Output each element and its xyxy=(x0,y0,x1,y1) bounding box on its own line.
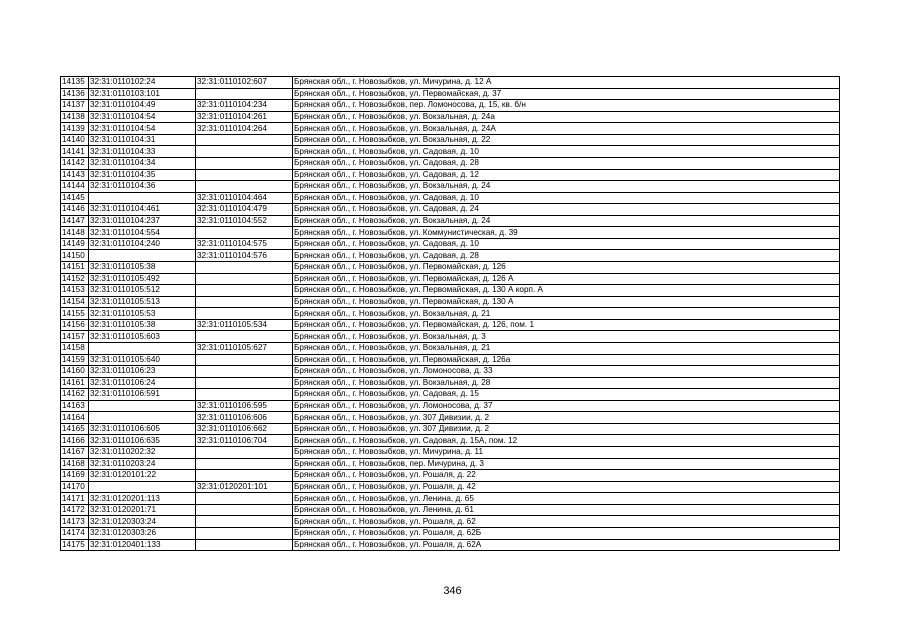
cadastral-number-cell: 32:31:0110105:38 xyxy=(89,262,196,274)
table-row xyxy=(61,493,840,505)
address-cell: Брянская обл., г. Новозыбков, ул. Первомайская, д. 126, пом. 1 xyxy=(293,319,840,331)
new-cadastral-number-cell xyxy=(196,527,293,539)
address-cell: Брянская обл., г. Новозыбков, ул. Первомайская, д. 126а xyxy=(293,354,840,366)
new-cadastral-number-cell: 32:31:0110102:607 xyxy=(196,77,293,89)
cadastral-number-cell: 32:31:0110106:24 xyxy=(89,377,196,389)
address-cell: Брянская обл., г. Новозыбков, ул. Рошаля, д. 22 xyxy=(293,470,840,482)
cadastral-number-cell: 32:31:0110105:603 xyxy=(89,331,196,343)
address-cell: Брянская обл., г. Новозыбков, ул. Рошаля, д. 62Б xyxy=(293,527,840,539)
new-cadastral-number-cell xyxy=(196,458,293,470)
cadastral-number-cell xyxy=(89,192,196,204)
table-row xyxy=(61,412,840,424)
cadastral-number-cell: 32:31:0110104:237 xyxy=(89,215,196,227)
cadastral-number-cell: 32:31:0110105:492 xyxy=(89,273,196,285)
address-cell: Брянская обл., г. Новозыбков, ул. Первомайская, д. 126 А xyxy=(293,273,840,285)
new-cadastral-number-cell: 32:31:0110104:575 xyxy=(196,238,293,250)
cadastral-number-cell: 32:31:0110104:49 xyxy=(89,100,196,112)
table-row xyxy=(61,389,840,401)
table-row xyxy=(61,192,840,204)
row-number-cell: 14141 xyxy=(61,146,89,158)
row-number-cell: 14169 xyxy=(61,470,89,482)
row-number-cell: 14154 xyxy=(61,296,89,308)
table-row xyxy=(61,204,840,216)
table-row xyxy=(61,100,840,112)
cadastral-number-cell xyxy=(89,412,196,424)
new-cadastral-number-cell: 32:31:0110106:606 xyxy=(196,412,293,424)
row-number-cell: 14170 xyxy=(61,481,89,493)
table-row xyxy=(61,250,840,262)
new-cadastral-number-cell: 32:31:0110104:464 xyxy=(196,192,293,204)
address-cell: Брянская обл., г. Новозыбков, ул. Садовая, д. 24 xyxy=(293,204,840,216)
row-number-cell: 14172 xyxy=(61,504,89,516)
new-cadastral-number-cell xyxy=(196,157,293,169)
cadastral-number-cell: 32:31:0110105:38 xyxy=(89,319,196,331)
table-row xyxy=(61,77,840,89)
row-number-cell: 14145 xyxy=(61,192,89,204)
row-number-cell: 14152 xyxy=(61,273,89,285)
row-number-cell: 14165 xyxy=(61,423,89,435)
address-cell: Брянская обл., г. Новозыбков, ул. Рошаля, д. 62А xyxy=(293,539,840,551)
address-cell: Брянская обл., г. Новозыбков, ул. Первомайская, д. 37 xyxy=(293,88,840,100)
address-cell: Брянская обл., г. Новозыбков, ул. Садовая, д. 15 xyxy=(293,389,840,401)
cadastral-number-cell: 32:31:0110104:36 xyxy=(89,181,196,193)
new-cadastral-number-cell: 32:31:0110105:627 xyxy=(196,342,293,354)
address-cell: Брянская обл., г. Новозыбков, ул. Вокзальная, д. 21 xyxy=(293,342,840,354)
cadastral-number-cell: 32:31:0120201:113 xyxy=(89,493,196,505)
table-row xyxy=(61,123,840,135)
new-cadastral-number-cell xyxy=(196,146,293,158)
cadastral-number-cell: 32:31:0110103:101 xyxy=(89,88,196,100)
new-cadastral-number-cell: 32:31:0110104:479 xyxy=(196,204,293,216)
new-cadastral-number-cell: 32:31:0110104:234 xyxy=(196,100,293,112)
row-number-cell: 14160 xyxy=(61,366,89,378)
cadastral-number-cell xyxy=(89,481,196,493)
table-row xyxy=(61,262,840,274)
table-row xyxy=(61,504,840,516)
row-number-cell: 14148 xyxy=(61,227,89,239)
new-cadastral-number-cell: 32:31:0110104:264 xyxy=(196,123,293,135)
cadastral-number-cell xyxy=(89,342,196,354)
address-cell: Брянская обл., г. Новозыбков, ул. Вокзальная, д. 21 xyxy=(293,308,840,320)
row-number-cell: 14168 xyxy=(61,458,89,470)
row-number-cell: 14144 xyxy=(61,181,89,193)
records-table xyxy=(60,76,840,551)
address-cell: Брянская обл., г. Новозыбков, ул. Ленина, д. 61 xyxy=(293,504,840,516)
table-row xyxy=(61,366,840,378)
row-number-cell: 14173 xyxy=(61,516,89,528)
row-number-cell: 14142 xyxy=(61,157,89,169)
cadastral-number-cell: 32:31:0110106:23 xyxy=(89,366,196,378)
new-cadastral-number-cell xyxy=(196,273,293,285)
row-number-cell: 14147 xyxy=(61,215,89,227)
address-cell: Брянская обл., г. Новозыбков, ул. Вокзальная, д. 24 xyxy=(293,181,840,193)
page-number: 346 xyxy=(443,585,462,597)
address-cell: Брянская обл., г. Новозыбков, ул. 307 Дивизии, д. 2 xyxy=(293,412,840,424)
cadastral-number-cell: 32:31:0110106:635 xyxy=(89,435,196,447)
row-number-cell: 14175 xyxy=(61,539,89,551)
table-row xyxy=(61,215,840,227)
new-cadastral-number-cell xyxy=(196,308,293,320)
cadastral-number-cell: 32:31:0110104:35 xyxy=(89,169,196,181)
new-cadastral-number-cell xyxy=(196,169,293,181)
address-cell: Брянская обл., г. Новозыбков, ул. Вокзальная, д. 24 xyxy=(293,215,840,227)
table-row xyxy=(61,238,840,250)
cadastral-number-cell: 32:31:0110106:591 xyxy=(89,389,196,401)
records-table-body xyxy=(61,77,840,551)
new-cadastral-number-cell: 32:31:0120201:101 xyxy=(196,481,293,493)
address-cell: Брянская обл., г. Новозыбков, ул. 307 Дивизии, д. 2 xyxy=(293,423,840,435)
new-cadastral-number-cell xyxy=(196,377,293,389)
new-cadastral-number-cell xyxy=(196,296,293,308)
address-cell: Брянская обл., г. Новозыбков, ул. Садовая, д. 10 xyxy=(293,192,840,204)
cadastral-number-cell: 32:31:0120201:71 xyxy=(89,504,196,516)
table-row xyxy=(61,181,840,193)
row-number-cell: 14161 xyxy=(61,377,89,389)
row-number-cell: 14135 xyxy=(61,77,89,89)
address-cell: Брянская обл., г. Новозыбков, ул. Ломоносова, д. 33 xyxy=(293,366,840,378)
new-cadastral-number-cell xyxy=(196,227,293,239)
cadastral-number-cell: 32:31:0110104:33 xyxy=(89,146,196,158)
table-row xyxy=(61,308,840,320)
row-number-cell: 14136 xyxy=(61,88,89,100)
table-row xyxy=(61,157,840,169)
address-cell: Брянская обл., г. Новозыбков, пер. Ломоносова, д. 15, кв. б/н xyxy=(293,100,840,112)
new-cadastral-number-cell: 32:31:0110106:595 xyxy=(196,400,293,412)
row-number-cell: 14155 xyxy=(61,308,89,320)
row-number-cell: 14167 xyxy=(61,447,89,459)
table-row xyxy=(61,435,840,447)
cadastral-number-cell xyxy=(89,250,196,262)
row-number-cell: 14149 xyxy=(61,238,89,250)
new-cadastral-number-cell xyxy=(196,389,293,401)
row-number-cell: 14157 xyxy=(61,331,89,343)
cadastral-number-cell xyxy=(89,400,196,412)
table-row xyxy=(61,146,840,158)
new-cadastral-number-cell xyxy=(196,447,293,459)
row-number-cell: 14156 xyxy=(61,319,89,331)
table-row xyxy=(61,111,840,123)
address-cell: Брянская обл., г. Новозыбков, ул. Мичурина, д. 12 А xyxy=(293,77,840,89)
address-cell: Брянская обл., г. Новозыбков, ул. Вокзальная, д. 24а xyxy=(293,111,840,123)
address-cell: Брянская обл., г. Новозыбков, ул. Вокзальная, д. 3 xyxy=(293,331,840,343)
new-cadastral-number-cell xyxy=(196,366,293,378)
address-cell: Брянская обл., г. Новозыбков, ул. Садовая, д. 10 xyxy=(293,146,840,158)
row-number-cell: 14150 xyxy=(61,250,89,262)
address-cell: Брянская обл., г. Новозыбков, ул. Вокзальная, д. 28 xyxy=(293,377,840,389)
address-cell: Брянская обл., г. Новозыбков, ул. Коммунистическая, д. 39 xyxy=(293,227,840,239)
table-row xyxy=(61,481,840,493)
address-cell: Брянская обл., г. Новозыбков, ул. Рошаля, д. 62 xyxy=(293,516,840,528)
new-cadastral-number-cell xyxy=(196,285,293,297)
address-cell: Брянская обл., г. Новозыбков, ул. Вокзальная, д. 24А xyxy=(293,123,840,135)
new-cadastral-number-cell: 32:31:0110106:662 xyxy=(196,423,293,435)
row-number-cell: 14164 xyxy=(61,412,89,424)
cadastral-number-cell: 32:31:0110203:24 xyxy=(89,458,196,470)
row-number-cell: 14163 xyxy=(61,400,89,412)
table-row xyxy=(61,227,840,239)
new-cadastral-number-cell xyxy=(196,354,293,366)
table-row xyxy=(61,134,840,146)
address-cell: Брянская обл., г. Новозыбков, ул. Мичурина, д. 11 xyxy=(293,447,840,459)
row-number-cell: 14139 xyxy=(61,123,89,135)
cadastral-number-cell: 32:31:0110202:32 xyxy=(89,447,196,459)
address-cell: Брянская обл., г. Новозыбков, пер. Мичурина, д. 3 xyxy=(293,458,840,470)
address-cell: Брянская обл., г. Новозыбков, ул. Ломоносова, д. 37 xyxy=(293,400,840,412)
cadastral-number-cell: 32:31:0110105:513 xyxy=(89,296,196,308)
cadastral-number-cell: 32:31:0110104:34 xyxy=(89,157,196,169)
cadastral-number-cell: 32:31:0110104:461 xyxy=(89,204,196,216)
row-number-cell: 14158 xyxy=(61,342,89,354)
row-number-cell: 14153 xyxy=(61,285,89,297)
new-cadastral-number-cell xyxy=(196,470,293,482)
new-cadastral-number-cell: 32:31:0110104:261 xyxy=(196,111,293,123)
cadastral-number-cell: 32:31:0110104:54 xyxy=(89,123,196,135)
table-row xyxy=(61,470,840,482)
table-row xyxy=(61,273,840,285)
new-cadastral-number-cell xyxy=(196,88,293,100)
table-row xyxy=(61,88,840,100)
address-cell: Брянская обл., г. Новозыбков, ул. Первомайская, д. 126 xyxy=(293,262,840,274)
cadastral-number-cell: 32:31:0110104:54 xyxy=(89,111,196,123)
address-cell: Брянская обл., г. Новозыбков, ул. Садовая, д. 12 xyxy=(293,169,840,181)
new-cadastral-number-cell xyxy=(196,134,293,146)
row-number-cell: 14174 xyxy=(61,527,89,539)
cadastral-number-cell: 32:31:0110102:24 xyxy=(89,77,196,89)
row-number-cell: 14159 xyxy=(61,354,89,366)
cadastral-number-cell: 32:31:0110106:605 xyxy=(89,423,196,435)
cadastral-number-cell: 32:31:0110104:240 xyxy=(89,238,196,250)
table-row xyxy=(61,354,840,366)
cadastral-number-cell: 32:31:0120303:26 xyxy=(89,527,196,539)
new-cadastral-number-cell xyxy=(196,539,293,551)
address-cell: Брянская обл., г. Новозыбков, ул. Садовая, д. 15А, пом. 12 xyxy=(293,435,840,447)
cadastral-number-cell: 32:31:0110105:640 xyxy=(89,354,196,366)
table-row xyxy=(61,527,840,539)
address-cell: Брянская обл., г. Новозыбков, ул. Садовая, д. 28 xyxy=(293,157,840,169)
new-cadastral-number-cell: 32:31:0110106:704 xyxy=(196,435,293,447)
table-row xyxy=(61,539,840,551)
cadastral-number-cell: 32:31:0110104:31 xyxy=(89,134,196,146)
row-number-cell: 14146 xyxy=(61,204,89,216)
table-row xyxy=(61,319,840,331)
table-row xyxy=(61,285,840,297)
new-cadastral-number-cell xyxy=(196,262,293,274)
table-row xyxy=(61,296,840,308)
address-cell: Брянская обл., г. Новозыбков, ул. Вокзальная, д. 22 xyxy=(293,134,840,146)
table-row xyxy=(61,169,840,181)
table-row xyxy=(61,458,840,470)
row-number-cell: 14166 xyxy=(61,435,89,447)
new-cadastral-number-cell xyxy=(196,181,293,193)
new-cadastral-number-cell xyxy=(196,504,293,516)
table-row xyxy=(61,342,840,354)
row-number-cell: 14151 xyxy=(61,262,89,274)
new-cadastral-number-cell xyxy=(196,516,293,528)
new-cadastral-number-cell: 32:31:0110105:534 xyxy=(196,319,293,331)
cadastral-number-cell: 32:31:0110104:554 xyxy=(89,227,196,239)
row-number-cell: 14140 xyxy=(61,134,89,146)
table-row xyxy=(61,400,840,412)
address-cell: Брянская обл., г. Новозыбков, ул. Садовая, д. 10 xyxy=(293,238,840,250)
cadastral-number-cell: 32:31:0110105:512 xyxy=(89,285,196,297)
cadastral-number-cell: 32:31:0110105:53 xyxy=(89,308,196,320)
cadastral-number-cell: 32:31:0120303:24 xyxy=(89,516,196,528)
new-cadastral-number-cell: 32:31:0110104:576 xyxy=(196,250,293,262)
address-cell: Брянская обл., г. Новозыбков, ул. Ленина, д. 65 xyxy=(293,493,840,505)
address-cell: Брянская обл., г. Новозыбков, ул. Рошаля, д. 42 xyxy=(293,481,840,493)
table-row xyxy=(61,331,840,343)
new-cadastral-number-cell xyxy=(196,331,293,343)
table-row xyxy=(61,516,840,528)
row-number-cell: 14162 xyxy=(61,389,89,401)
cadastral-number-cell: 32:31:0120401:133 xyxy=(89,539,196,551)
row-number-cell: 14137 xyxy=(61,100,89,112)
row-number-cell: 14171 xyxy=(61,493,89,505)
address-cell: Брянская обл., г. Новозыбков, ул. Садовая, д. 28 xyxy=(293,250,840,262)
new-cadastral-number-cell xyxy=(196,493,293,505)
address-cell: Брянская обл., г. Новозыбков, ул. Первомайская, д. 130 А xyxy=(293,296,840,308)
table-row xyxy=(61,447,840,459)
row-number-cell: 14138 xyxy=(61,111,89,123)
table-row xyxy=(61,377,840,389)
new-cadastral-number-cell: 32:31:0110104:552 xyxy=(196,215,293,227)
row-number-cell: 14143 xyxy=(61,169,89,181)
cadastral-number-cell: 32:31:0120101:22 xyxy=(89,470,196,482)
address-cell: Брянская обл., г. Новозыбков, ул. Первомайская, д. 130 А корп. А xyxy=(293,285,840,297)
table-row xyxy=(61,423,840,435)
